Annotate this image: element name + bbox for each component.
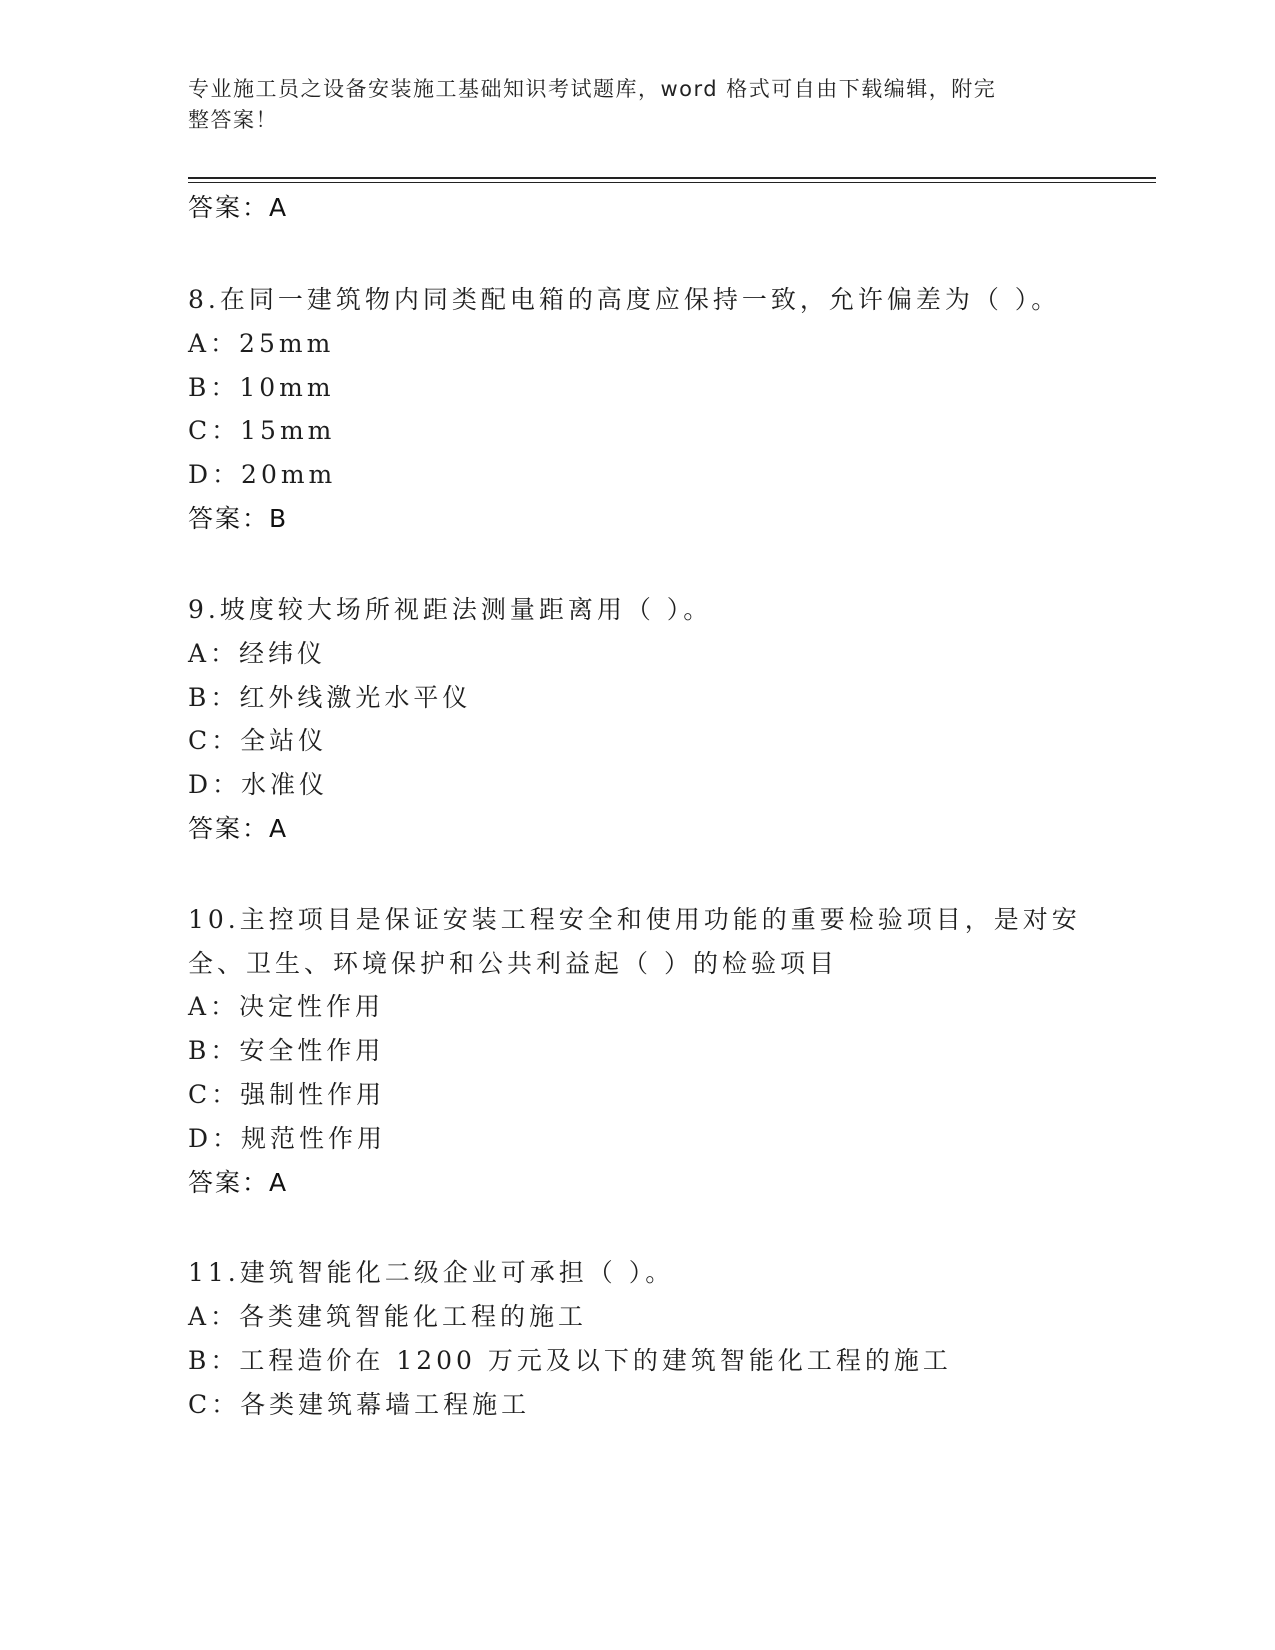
document-header (188, 74, 1088, 136)
question-9-option-a: A：经纬仪 (188, 639, 327, 668)
question-10-stem-line-1: 10.主控项目是保证安装工程安全和使用功能的重要检验项目，是对安 (188, 905, 1081, 934)
header-line-1: 专业施工员之设备安装施工基础知识考试题库，word 格式可自由下载编辑，附完 (188, 77, 997, 101)
question-9-answer: 答案：A (188, 814, 289, 843)
question-10-option-d: D：规范性作用 (188, 1124, 387, 1153)
question-8-option-a: A：25mm (188, 329, 335, 358)
answer-previous: 答案：A (188, 193, 289, 222)
question-10-option-c: C：强制性作用 (188, 1080, 386, 1109)
question-8-option-d: D：20mm (188, 460, 337, 489)
question-8-answer: 答案：B (188, 504, 289, 533)
question-9-stem: 9.坡度较大场所视距法测量距离用（ ）。 (188, 595, 713, 624)
question-11-option-b: B：工程造价在 1200 万元及以下的建筑智能化工程的施工 (188, 1346, 952, 1375)
question-8-option-c: C：15mm (188, 416, 336, 445)
header-divider-thin (188, 182, 1156, 183)
question-9-option-c: C：全站仪 (188, 726, 328, 755)
question-10-option-a: A：决定性作用 (188, 992, 385, 1021)
question-8-stem: 8.在同一建筑物内同类配电箱的高度应保持一致，允许偏差为（ ）。 (188, 285, 1061, 314)
question-11-stem: 11.建筑智能化二级企业可承担（ ）。 (188, 1258, 675, 1287)
question-10-stem-line-2: 全、卫生、环境保护和公共利益起（ ）的检验项目 (188, 949, 838, 978)
header-line-2: 整答案！ (188, 108, 278, 132)
question-10-option-b: B：安全性作用 (188, 1036, 385, 1065)
question-10-answer: 答案：A (188, 1168, 289, 1197)
header-divider-thick (188, 177, 1156, 179)
question-9-option-d: D：水准仪 (188, 770, 329, 799)
question-11-option-a: A：各类建筑智能化工程的施工 (188, 1302, 588, 1331)
question-8-option-b: B：10mm (188, 373, 335, 402)
question-9-option-b: B：红外线激光水平仪 (188, 683, 472, 712)
question-11-option-c: C：各类建筑幕墙工程施工 (188, 1390, 531, 1419)
